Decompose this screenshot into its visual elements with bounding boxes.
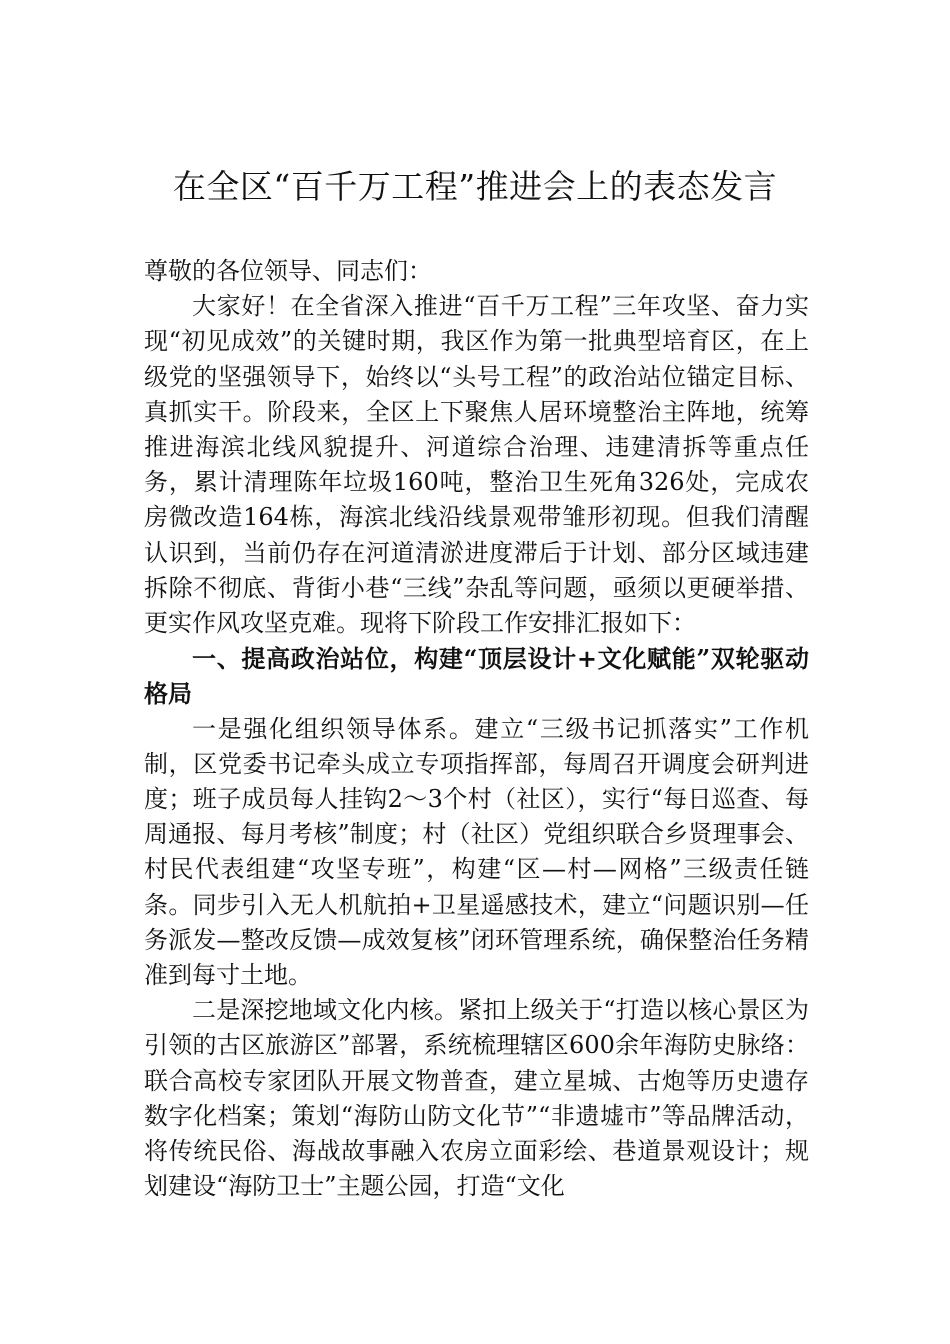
document-body xyxy=(144,254,809,1204)
paragraph-culture: 二是深挖地域文化内核。紧扣上级关于“打造以核心景区为引领的古区旅游区”部署，系统梳理辖区600余年海防史脉络：联合高校专家团队开展文物普查，建立星城、古炮等历史遗存数字化档案；策划“海防山防文化节”“非遗墟市”等品牌活动，将传统民俗、海战故事融入农房立面彩绘、巷道景观设计；规划建设“海防卫士”主题公园，打造“文化 xyxy=(144,996,809,1201)
section-heading-1: 一、提高政治站位，构建“顶层设计+文化赋能”双轮驱动格局 xyxy=(144,644,809,709)
paragraph-intro: 大家好！在全省深入推进“百千万工程”三年攻坚、奋力实现“初见成效”的关键时期，我区作为第一批典型培育区，在上级党的坚强领导下，始终以“头号工程”的政治站位锚定目标、真抓实干。阶段来，全区上下聚焦人居环境整治主阵地，统筹推进海滨北线风貌提升、河道综合治理、违建清拆等重点任务，累计清理陈年垃圾160吨，整治卫生死角326处，完成农房微改造164栋，海滨北线沿线景观带雏形初现。但我们清醒认识到，当前仍存在河道清淤进度滞后于计划、部分区域违建拆除不彻底、背街小巷“三线”杂乱等问题，亟须以更硬举措、更实作风攻坚克难。现将下阶段工作安排汇报如下： xyxy=(144,292,809,638)
salutation: 尊敬的各位领导、同志们： xyxy=(144,257,432,285)
paragraph-organization: 一是强化组织领导体系。建立“三级书记抓落实”工作机制，区党委书记牵头成立专项指挥部，每周召开调度会研判进度；班子成员每人挂钩2～3个村（社区），实行“每日巡查、每周通报、每月考核”制度；村（社区）党组织联合乡贤理事会、村民代表组建“攻坚专班”，构建“区—村—网格”三级责任链条。同步引入无人机航拍+卫星遥感技术，建立“问题识别—任务派发—整改反馈—成效复核”闭环管理系统，确保整治任务精准到每寸土地。 xyxy=(144,714,809,990)
document-title: 在全区“百千万工程”推进会上的表态发言 xyxy=(172,167,778,206)
